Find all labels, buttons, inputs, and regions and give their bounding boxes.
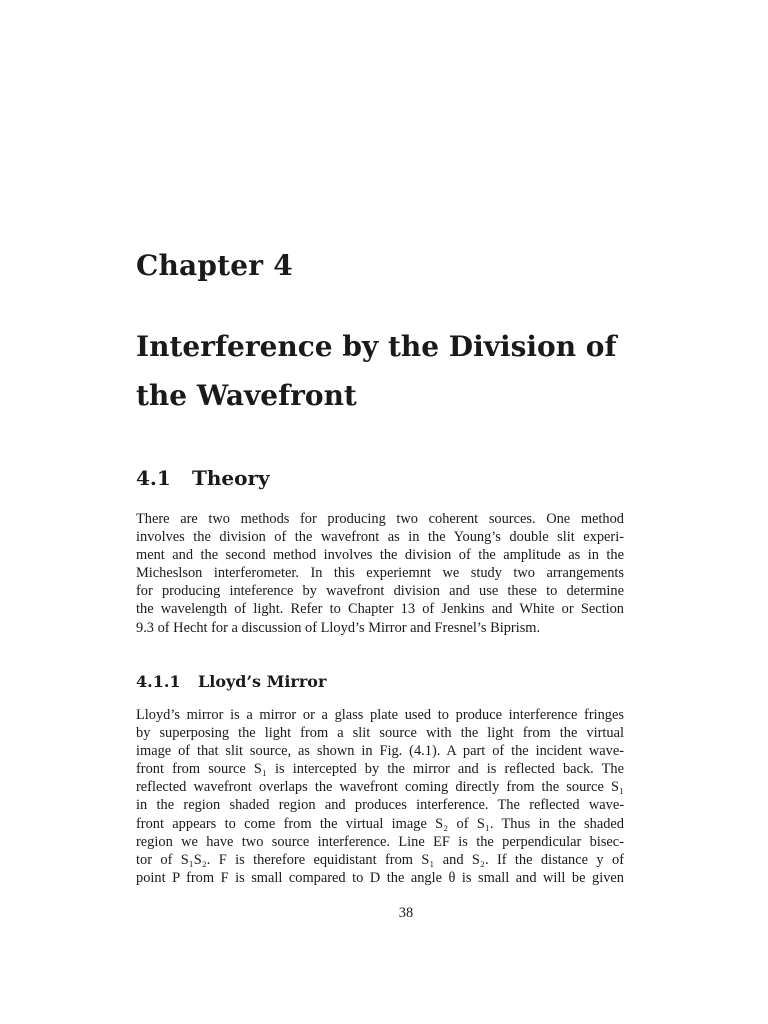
paragraph-line: image of that slit source, as shown in Fig. (4.1). A part of the incident wave-: [136, 743, 624, 760]
paragraph-line: reflected wavefront overlaps the wavefront coming directly from the source S₁: [136, 779, 624, 796]
paragraph-line: Lloyd’s mirror is a mirror or a glass plate used to produce interference fringes: [136, 707, 624, 723]
paragraph-line: the wavelength of light. Refer to Chapter 13 of Jenkins and White or Section: [136, 601, 624, 618]
paragraph-line: tor of S₁S₂. F is therefore equidistant from S₁ and S₂. If the distance y of: [136, 851, 624, 868]
section-title: Theory: [192, 466, 270, 490]
paragraph-line: involves the division of the wavefront as in the Young’s double slit experi-: [136, 529, 624, 546]
chapter-title-line-1: Interference by the Division of: [136, 330, 617, 363]
paragraph-line: for producing inteference by wavefront division and use these to determine: [136, 583, 624, 600]
chapter-title: [136, 322, 636, 420]
page-number: 38: [398, 905, 414, 921]
paragraph-line: ment and the second method involves the division of the amplitude as in the: [136, 547, 624, 564]
paragraph-line: There are two methods for producing two coherent sources. One method: [136, 511, 624, 527]
section-number: 4.1: [136, 466, 171, 490]
paragraph-line: front appears to come from the virtual image S₂ of S₁. Thus in the shaded: [136, 815, 624, 832]
chapter-label: Chapter 4: [136, 249, 293, 282]
subsection-title: Lloyd’s Mirror: [198, 672, 327, 691]
paragraph-line: by superposing the light from a slit source with the light from the virtual: [136, 725, 624, 742]
paragraph-line: region we have two source interference. Line EF is the perpendicular bisec-: [136, 833, 624, 850]
paragraph-line: 9.3 of Hecht for a discussion of Lloyd’s Mirror and Fresnel’s Biprism.: [136, 619, 541, 636]
paragraph-line: in the region shaded region and produces interference. The reflected wave-: [136, 797, 624, 814]
subsection-number: 4.1.1: [136, 672, 181, 691]
chapter-title-line-2: the Wavefront: [136, 379, 357, 412]
lloyds-mirror-paragraph: [136, 706, 624, 887]
paragraph-line: point P from F is small compared to D the angle θ is small and will be given: [136, 869, 624, 886]
section-heading: [136, 466, 270, 490]
paragraph-line: front from source S₁ is intercepted by the mirror and is reflected back. The: [136, 761, 624, 778]
subsection-heading: [136, 672, 326, 691]
theory-paragraph: [136, 510, 624, 637]
paragraph-line: Micheslson interferometer. In this experiemnt we study two arrangements: [136, 565, 624, 582]
